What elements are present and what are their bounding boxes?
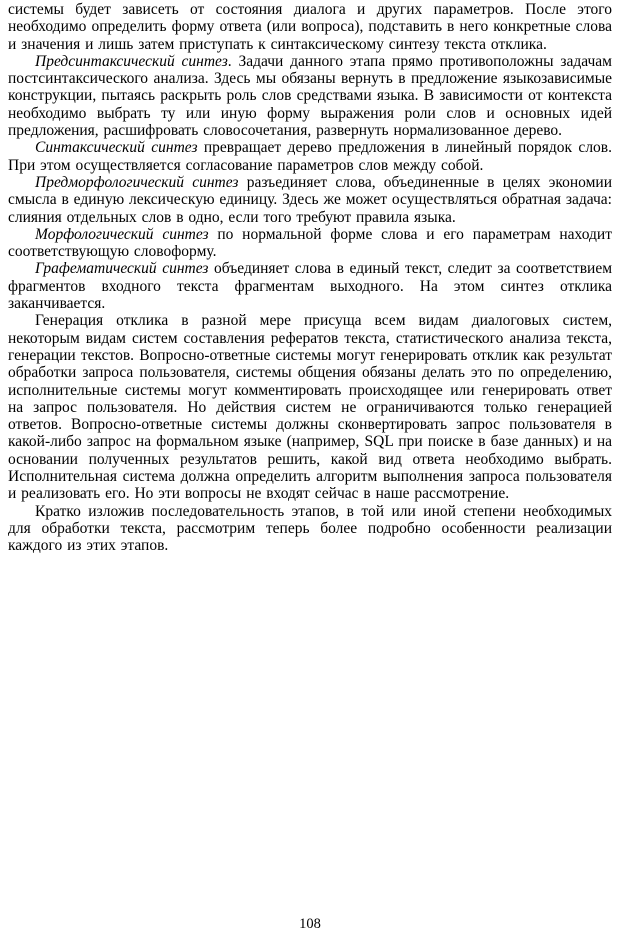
paragraph-text: Кратко изложив последовательность этапов, в той или иной степени необходимых для обработки текста, рассмотрим теперь более подробно особенности реализации каждого из этих этапов.	[8, 502, 612, 555]
page-body-text	[8, 1, 612, 555]
term-italic: Графематический синтез	[35, 260, 209, 278]
term-italic: Предморфологический синтез	[35, 173, 239, 191]
term-italic: Предсинтаксический синтез	[35, 52, 228, 70]
paragraph-summary	[8, 503, 612, 555]
paragraph-text: Генерация отклика в разной мере присуща всем видам диалоговых систем, некоторым видам систем составления рефератов текста, статистического анализа текста, генерации текстов. Вопросно-ответные системы могут генерировать отклик как результат обработки запроса пользователя, системы общения обязаны делать это по определению, исполнительные системы могут комментировать происходящее или генерировать ответ на запрос пользователя. Но действия систем не ограничиваются только генерацией ответов. Вопросно-ответные системы должны сконвертировать запрос пользователя в какой-либо запрос на формальном языке (например, SQL при поиске в базе данных) и на основании полученных результатов решить, какой вид ответа необходимо выбрать. Исполнительная система должна определить алгоритм выполнения запроса пользователя и реализовать его. Но эти вопросы не входят сейчас в наше рассмотрение.	[8, 312, 612, 503]
paragraph-text: по нормальной форме слова и его параметрам находит соответствующую словоформу.	[8, 225, 612, 261]
paragraph-text: объединяет слова в единый текст, следит за соответствием фрагментов входного текста фрагментам выходного. На этом синтез отклика заканчивается.	[8, 260, 613, 313]
term-italic: Морфологический синтез	[35, 225, 209, 243]
paragraph-response-generation	[8, 312, 612, 502]
paragraph-graphematic-synthesis	[8, 260, 612, 312]
paragraph-text: системы будет зависеть от состояния диалога и других параметров. После этого необходимо определить форму ответа (или вопроса), подставить в него конкретные слова и значения и лишь затем приступать к синтаксическому синтезу текста отклика.	[8, 1, 612, 53]
term-italic: Синтаксический синтез	[35, 139, 198, 157]
paragraph-premorphological-synthesis	[8, 174, 612, 226]
page-number: 108	[299, 916, 321, 932]
paragraph-morphological-synthesis	[8, 226, 612, 261]
paragraph-text: разъединяет слова, объединенные в целях экономии смысла в единую лексическую единицу. Здесь же может осуществляться обратная задача: слияния отдельных слов в одно, если того требуют правила языка.	[8, 173, 612, 226]
paragraph-text: превращает дерево предложения в линейный порядок слов. При этом осуществляется согласование параметров слов между собой.	[8, 139, 612, 174]
paragraph-continuation	[8, 1, 612, 53]
paragraph-syntactic-synthesis	[8, 139, 612, 174]
paragraph-text: . Задачи данного этапа прямо противоположны задачам постсинтаксического анализа. Здесь мы обязаны вернуть в предложение языкозависимые конструкции, пытаясь раскрыть роль слов средствами языка. В зависимости от контекста необходимо выбрать ту или иную форму выражения роли слов и основных идей предложения, расшифровать словосочетания, развернуть нормализованное дерево.	[8, 52, 612, 140]
paragraph-presyntactic-synthesis	[8, 53, 612, 139]
